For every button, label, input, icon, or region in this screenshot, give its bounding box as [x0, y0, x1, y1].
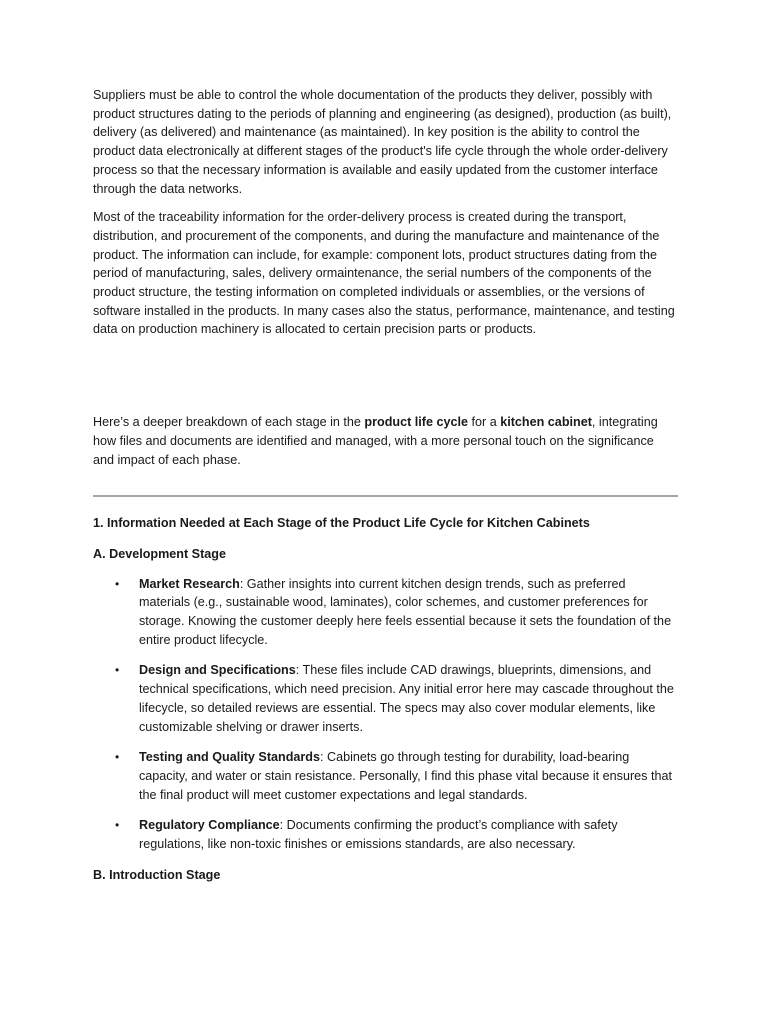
list-item-text: : Gather insights into current kitchen design trends, such as preferred materials (e.g., sustainable wood, laminates), color schemes, and customer preferences for storage. Knowing the customer deeply here feels essential because it sets the foundation of the entire product lifecycle. [139, 576, 672, 647]
paragraph-suppliers: Suppliers must be able to control the whole documentation of the products they deliver, possibly with product structures dating to the periods of planning and engineering (as designed), production (as built), delivery (as delivered) and maintenance (as maintained). In key position is the ability to control the product data electronically at different stages of the product's life cycle through the whole order-delivery process so that the necessary information is available and easily updated from the customer interface through the data networks. [93, 88, 672, 196]
list-item-design-specifications [93, 661, 678, 736]
list-item-term: Testing and Quality Standards [139, 750, 321, 765]
stage-a-bullet-list [93, 575, 678, 854]
section-heading: 1. Information Needed at Each Stage of the Product Life Cycle for Kitchen Cabinets [93, 516, 590, 531]
list-item-text: : Documents confirming the product’s compliance with safety regulations, like non-toxic finishes or emissions standards, are also necessary. [139, 818, 618, 852]
list-item-term: Regulatory Compliance [139, 818, 280, 833]
horizontal-divider [93, 495, 678, 497]
stage-a-heading: A. Development Stage [93, 546, 226, 561]
paragraph-intro [93, 413, 678, 469]
intro-bold-kitchen-cabinet: kitchen cabinet [500, 415, 592, 430]
intro-text-1: Here’s a deeper breakdown of each stage in the [93, 415, 365, 430]
document-page [93, 86, 678, 885]
intro-text-2: for a [468, 415, 501, 430]
list-item-regulatory-compliance [93, 816, 678, 853]
paragraph-traceability: Most of the traceability information for the order-delivery process is created during the transport, distribution, and procurement of the components, and during the manufacture and maintenance of the product. The information can include, for example: component lots, product structures dating from the period of manufacturing, sales, delivery ormaintenance, the serial numbers of the components of the product structure, the testing information on completed individuals or assemblies, or the versions of software installed in the products. In many cases also the status, performance, maintenance, and testing data on production machinery is allocated to certain precision parts or products. [93, 210, 675, 337]
list-item-market-research [93, 575, 678, 650]
bullet-icon: • [115, 818, 120, 833]
list-item-term: Design and Specifications [139, 663, 296, 678]
list-item-term: Market Research [139, 576, 240, 591]
intro-bold-product-life-cycle: product life cycle [364, 415, 469, 430]
list-item-testing-quality [93, 748, 678, 804]
list-item-text: : These files include CAD drawings, blueprints, dimensions, and technical specifications, which need precision. Any initial error here may cascade throughout the lifecycle, so detailed reviews are essential. The specs may also cover modular elements, like customizable shelving or drawer inserts. [139, 663, 674, 734]
bullet-icon: • [115, 750, 120, 765]
bullet-icon: • [115, 663, 120, 678]
bullet-icon: • [115, 576, 120, 591]
intro-text-3: , integrating how files and documents are identified and managed, with a more personal touch on the significance and impact of each phase. [93, 415, 658, 467]
list-item-text: : Cabinets go through testing for durability, load-bearing capacity, and water or stain resistance. Personally, I find this phase vital because it ensures that the final product will meet customer expectations and legal standards. [139, 750, 672, 802]
stage-b-heading: B. Introduction Stage [93, 867, 221, 882]
